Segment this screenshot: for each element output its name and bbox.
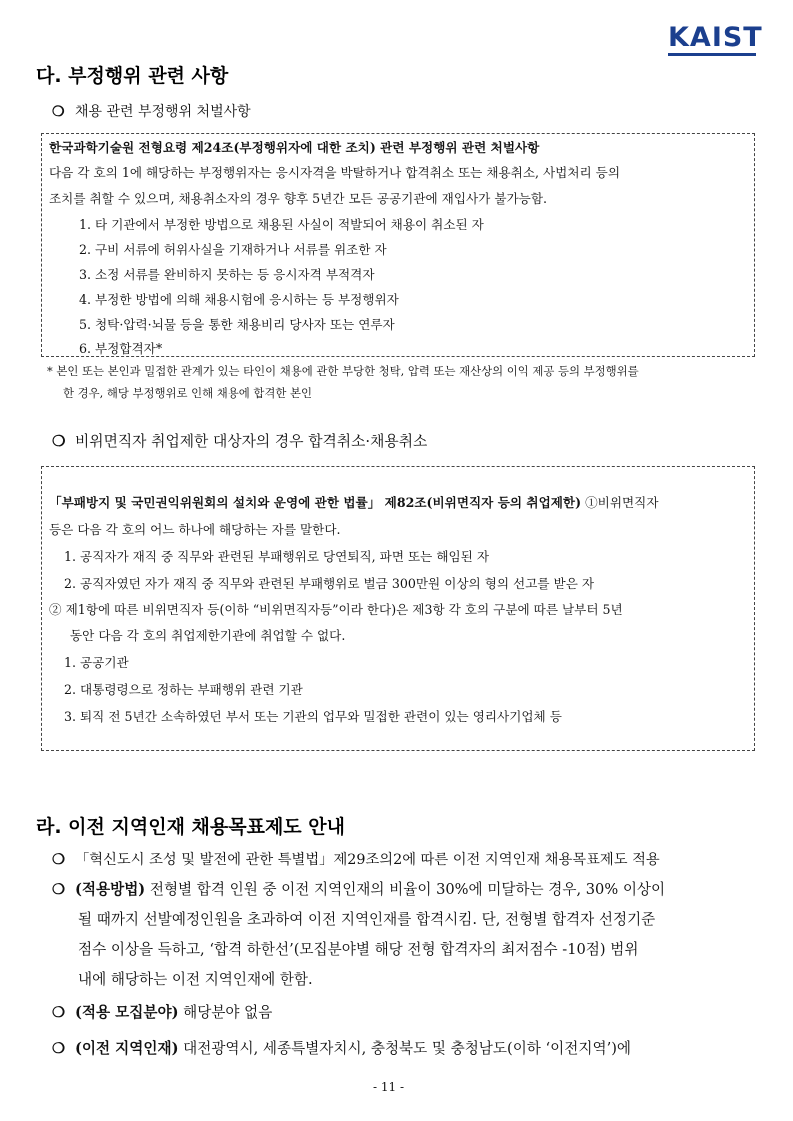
restriction-line-2: 등은 다음 각 호의 어느 하나에 해당하는 자를 말한다. — [49, 522, 341, 537]
logo-text: KAIST — [668, 22, 763, 53]
logo-underline — [668, 53, 756, 56]
penalty-intro-line-2: 조치를 취할 수 있으며, 채용취소자의 경우 향후 5년간 모든 공공기관에 재입사가 불가능함. — [49, 191, 548, 206]
penalty-box-heading: 한국과학기술원 전형요령 제24조(부정행위자에 대한 조치) 관련 부정행위 관련 처벌사항 — [49, 140, 540, 155]
kaist-logo — [668, 22, 763, 58]
circle-bullet-icon: ❍ — [52, 852, 65, 868]
circle-bullet-icon: ❍ — [52, 1004, 66, 1021]
item-text-line-1: 전형별 합격 인원 중 이전 지역인재의 비율이 30%에 미달하는 경우, 30% 이상이 — [145, 881, 666, 898]
penalty-item-6: 6. 부정합격자* — [79, 341, 163, 356]
penalty-item-3: 3. 소정 서류를 완비하지 못하는 등 응시자격 부적격자 — [79, 267, 375, 282]
circle-bullet-icon: ❍ — [52, 881, 66, 898]
restriction-item-b2: 2. 대통령령으로 정하는 부패행위 관련 기관 — [64, 682, 303, 697]
restriction-para2-line-1: ② 제1항에 따른 비위면직자 등(이하 “비위면직자등”이라 한다)은 제3항 각 호의 구분에 따른 날부터 5년 — [49, 602, 623, 617]
item-label: (적용방법) — [75, 881, 146, 898]
circle-bullet-icon: ❍ — [52, 433, 66, 450]
local-talent-item-4 — [52, 1039, 631, 1059]
section-title-ra: 라. 이전 지역인재 채용목표제도 안내 — [36, 816, 345, 838]
restriction-item-b1: 1. 공공기관 — [64, 655, 129, 670]
local-talent-item-2 — [52, 880, 665, 900]
local-talent-item-2-line-2: 될 때까지 선발예정인원을 초과하여 이전 지역인재를 합격시킴. 단, 전형별 합격자 선정기준 — [78, 911, 656, 928]
page-number: - 11 - — [373, 1080, 405, 1094]
item-label: (이전 지역인재) — [75, 1040, 179, 1057]
local-talent-item-2-line-4: 내에 해당하는 이전 지역인재에 한함. — [78, 971, 313, 988]
sub-heading-label: 채용 관련 부정행위 처벌사항 — [75, 104, 251, 120]
local-talent-item-1 — [52, 850, 660, 870]
penalty-intro-line-1: 다음 각 호의 1에 해당하는 부정행위자는 응시자격을 박탈하거나 합격취소 또는 채용취소, 사법처리 등의 — [49, 165, 621, 180]
item-label: (적용 모집분야) — [75, 1004, 179, 1021]
sub-heading-dismissed — [52, 430, 427, 451]
employment-restriction-box — [41, 466, 755, 751]
sub-heading-penalties — [52, 101, 251, 121]
circle-bullet-icon: ❍ — [52, 104, 65, 120]
law-title: 「부패방지 및 국민권익위원회의 설치와 운영에 관한 법률」 제82조(비위면직자 등의 취업제한) — [49, 495, 582, 510]
local-talent-item-2-line-3: 점수 이상을 득하고, ‘합격 하한선’(모집분야별 해당 전형 합격자의 최저점수 -10점) 범위 — [78, 941, 639, 958]
local-talent-item-3 — [52, 1003, 272, 1023]
law-clause-start: ①비위면직자 — [581, 495, 659, 510]
item-text: 대전광역시, 세종특별자치시, 충청북도 및 충청남도(이하 ‘이전지역’)에 — [178, 1040, 631, 1057]
penalty-box — [41, 133, 755, 357]
penalty-item-4: 4. 부정한 방법에 의해 채용시험에 응시하는 등 부정행위자 — [79, 292, 399, 307]
penalty-item-2: 2. 구비 서류에 허위사실을 기재하거나 서류를 위조한 자 — [79, 242, 387, 257]
item-text: 해당분야 없음 — [178, 1004, 273, 1021]
item-text: 「혁신도시 조성 및 발전에 관한 특별법」제29조의2에 따른 이전 지역인재 채용목표제도 적용 — [75, 852, 660, 868]
penalty-item-1: 1. 타 기관에서 부정한 방법으로 채용된 사실이 적발되어 채용이 취소된 자 — [79, 217, 484, 232]
circle-bullet-icon: ❍ — [52, 1040, 66, 1057]
restriction-item-a1: 1. 공직자가 재직 중 직무와 관련된 부패행위로 당연퇴직, 파면 또는 해임된 자 — [64, 549, 490, 564]
restriction-item-a2: 2. 공직자였던 자가 재직 중 직무와 관련된 부패행위로 벌금 300만원 이상의 형의 선고를 받은 자 — [64, 576, 595, 591]
restriction-heading — [49, 494, 659, 511]
footnote-line-1: * 본인 또는 본인과 밀접한 관계가 있는 타인이 채용에 관한 부당한 청탁, 압력 또는 재산상의 이익 제공 등의 부정행위를 — [47, 364, 639, 378]
footnote-line-2: 한 경우, 해당 부정행위로 인해 채용에 합격한 본인 — [63, 386, 313, 400]
restriction-para2-line-2: 동안 다음 각 호의 취업제한기관에 취업할 수 없다. — [70, 628, 346, 643]
section-title-da: 다. 부정행위 관련 사항 — [36, 65, 229, 87]
restriction-item-b3: 3. 퇴직 전 5년간 소속하였던 부서 또는 기관의 업무와 밀접한 관련이 있는 영리사기업체 등 — [64, 709, 562, 724]
sub-heading-label: 비위면직자 취업제한 대상자의 경우 합격취소·채용취소 — [75, 433, 428, 450]
penalty-item-5: 5. 청탁·압력·뇌물 등을 통한 채용비리 당사자 또는 연루자 — [79, 317, 395, 332]
